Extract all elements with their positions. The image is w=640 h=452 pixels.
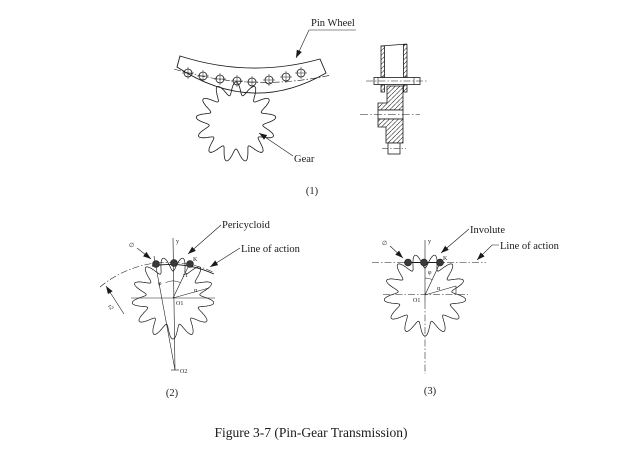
- tube-wall-right-stub: [404, 85, 408, 92]
- o2-pin-line: [154, 256, 175, 370]
- pin-circle: [263, 74, 275, 86]
- pin-circle: [246, 76, 258, 88]
- y-axis: [173, 238, 175, 370]
- pins: [405, 259, 444, 266]
- tube-wall-left: [381, 46, 385, 77]
- gear-outline: [196, 82, 275, 161]
- pin-wheel-center-label: O2: [180, 369, 188, 375]
- pin: [421, 259, 428, 266]
- pin-diameter-arrow: [137, 248, 151, 259]
- gear-radius-label: r1: [183, 273, 188, 279]
- diagram-2: [100, 225, 240, 370]
- pin-circle: [214, 73, 226, 85]
- pin-circle: [182, 67, 194, 79]
- line-of-action-leader: [210, 248, 240, 267]
- diagram2-number: (2): [165, 388, 179, 399]
- involute-label: Involute: [470, 225, 505, 236]
- pericycloid-leader: [188, 225, 221, 254]
- gear-leader-arrow: [259, 133, 293, 156]
- diagram-3: [372, 229, 499, 374]
- contact-point-label: K: [443, 256, 448, 262]
- rotation-angle-label: φ: [158, 281, 162, 287]
- rotation-angle-label: φ: [428, 270, 432, 276]
- diagram-1: [174, 30, 356, 161]
- line-of-action-leader: [477, 245, 499, 260]
- involute-leader: [441, 229, 469, 253]
- line-of-action-label: Line of action: [500, 241, 559, 252]
- contact-point-label: K: [193, 257, 198, 263]
- tube-wall-right: [404, 45, 408, 78]
- pin-wheel-radius-label: r2: [106, 303, 115, 312]
- diagram3-number: (3): [423, 386, 437, 397]
- gear-center-label: O1: [176, 301, 184, 307]
- figure-caption: Figure 3-7 (Pin-Gear Transmission): [214, 425, 408, 440]
- gear-outline: [132, 258, 213, 339]
- pin: [171, 260, 178, 267]
- y-axis-label: y: [176, 239, 179, 245]
- diagram1-number: (1): [305, 186, 319, 197]
- tube-wall-left-stub: [381, 85, 385, 92]
- rotation-angle-arc: [166, 281, 181, 283]
- pin-circle: [295, 67, 307, 79]
- pins: [153, 260, 194, 268]
- pin-pitch-arc: [174, 69, 331, 82]
- pin-wheel-pins: [182, 67, 307, 88]
- gear-label: Gear: [294, 154, 315, 165]
- pin-wheel-leader-arrow: [296, 30, 309, 58]
- rotation-angle-arc: [425, 278, 432, 280]
- pin-diameter-label: ∅: [129, 243, 135, 249]
- pin-wheel-label: Pin Wheel: [311, 18, 355, 29]
- pericycloid-label: Pericycloid: [222, 220, 270, 231]
- pressure-angle-label: α: [437, 286, 441, 292]
- pin: [153, 261, 160, 268]
- pressure-angle-label: α: [194, 288, 198, 294]
- pin: [405, 259, 412, 266]
- gear-center-label: O1: [413, 298, 421, 304]
- line-of-action-label: Line of action: [241, 244, 300, 255]
- pin-diameter-arrow: [390, 246, 403, 258]
- pressure-angle-line: [425, 286, 456, 295]
- pin-diameter-label: ∅: [382, 241, 388, 247]
- y-axis-label: y: [428, 239, 431, 245]
- gear-section-lower: [378, 119, 403, 143]
- pin-circle: [197, 70, 209, 82]
- section-view: [360, 44, 428, 154]
